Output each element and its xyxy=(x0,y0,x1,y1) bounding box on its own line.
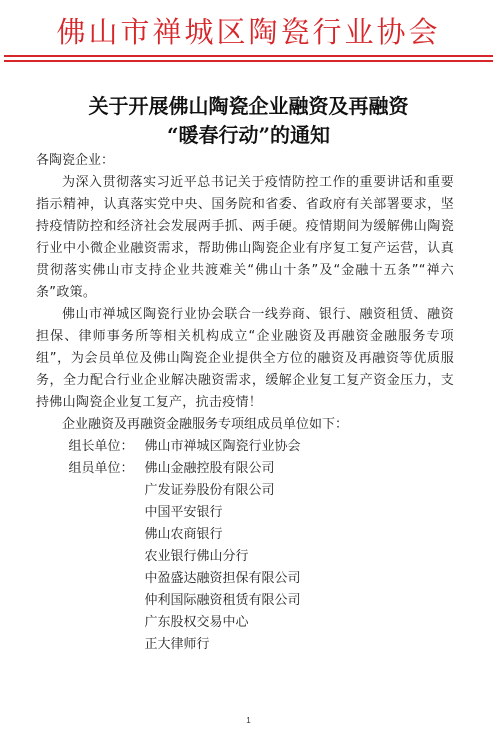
notice-body xyxy=(36,150,454,656)
members-label: 组员单位： xyxy=(68,461,134,476)
member-item: 正大律师行 xyxy=(144,637,210,652)
member-item: 佛山金融控股有限公司 xyxy=(144,461,275,476)
member-item: 佛山农商银行 xyxy=(144,527,223,542)
member-item: 中国平安银行 xyxy=(144,505,223,520)
member-item: 广发证券股份有限公司 xyxy=(144,483,275,498)
page-number: 1 xyxy=(246,716,251,725)
member-item: 中盈盛达融资担保有限公司 xyxy=(144,571,301,586)
leader-row xyxy=(69,436,455,458)
header-rule-bottom xyxy=(4,60,493,62)
members-list xyxy=(145,458,301,656)
org-header: 佛山市禅城区陶瓷行业协会 xyxy=(56,15,441,49)
member-item: 农业银行佛山分行 xyxy=(144,549,249,564)
salutation: 各陶瓷企业： xyxy=(36,153,115,168)
leader-label: 组长单位： xyxy=(68,439,134,454)
members-row xyxy=(69,458,455,656)
paragraph-2: 佛山市禅城区陶瓷行业协会联合一线券商、银行、融资租赁、融资担保、律师事务所等相关机构成立“企业融资及再融资金融服务专项组”，为会员单位及佛山陶瓷企业提供全方位的融资及再融资等优质服务，全力配合行业企业解决融资需求，缓解企业复工复产资金压力，支持佛山陶瓷企业复工复产，抗击疫情！ xyxy=(36,307,454,410)
leader-name: 佛山市禅城区陶瓷行业协会 xyxy=(144,439,301,454)
notice-title-line1: 关于开展佛山陶瓷企业融资及再融资 xyxy=(88,94,409,118)
member-item: 仲利国际融资租赁有限公司 xyxy=(144,593,301,608)
paragraph-1: 为深入贯彻落实习近平总书记关于疫情防控工作的重要讲话和重要指示精神，认真落实党中央、国务院和省委、省政府有关部署要求，坚持疫情防控和经济社会发展两手抓、两手硬。疫情期间为缓解佛山陶瓷行业中小微企业融资需求，帮助佛山陶瓷企业有序复工复产运营，认真贯彻落实佛山市支持企业共渡难关“佛山十条”及“金融十五条”“禅六条”政策。 xyxy=(36,175,454,300)
header-rule-top xyxy=(4,55,493,57)
notice-title-line2: “暖春行动”的通知 xyxy=(166,123,330,147)
members-intro: 企业融资及再融资金融服务专项组成员单位如下： xyxy=(62,417,349,432)
member-item: 广东股权交易中心 xyxy=(144,615,249,630)
